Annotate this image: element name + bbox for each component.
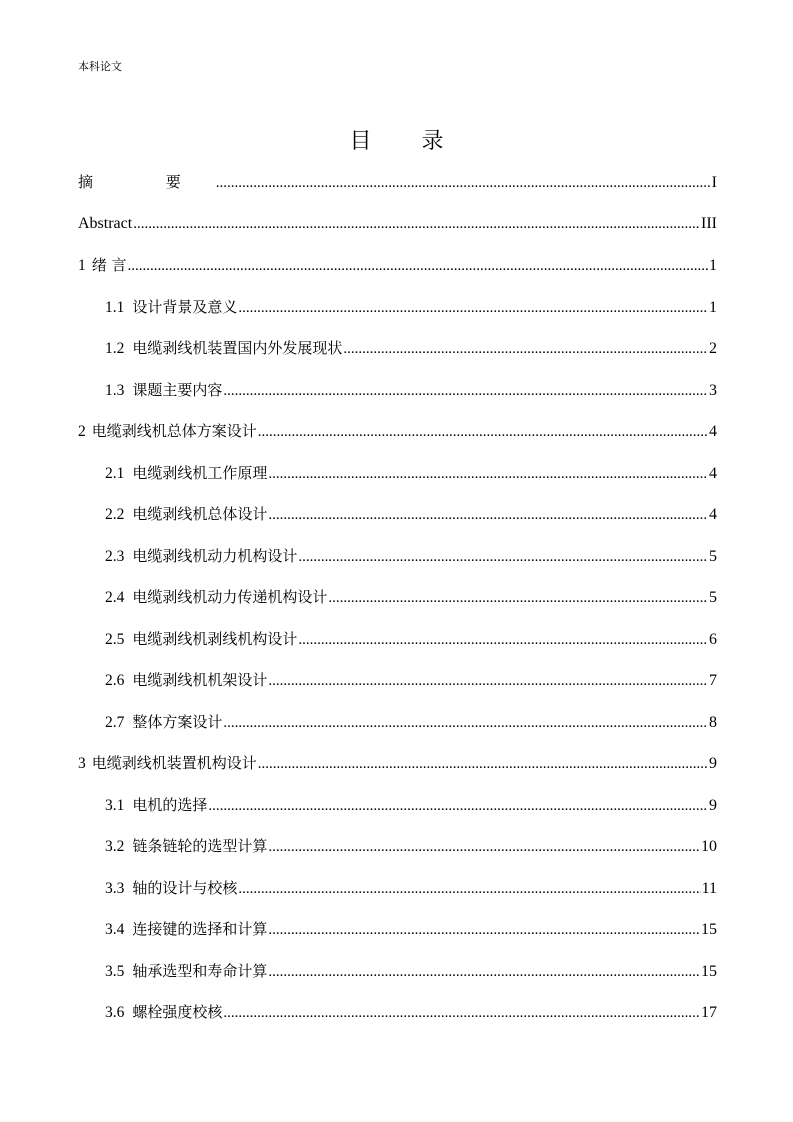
toc-entry[interactable] <box>105 919 717 939</box>
toc-entry-page-number: 2 <box>709 340 717 357</box>
toc-entry[interactable] <box>105 463 717 483</box>
toc-entry[interactable] <box>78 421 717 441</box>
toc-entry-number: 1.3 <box>105 381 125 399</box>
toc-entry-page-number: I <box>711 174 717 191</box>
toc-entry-number: 2.3 <box>105 547 125 565</box>
toc-entry-page-number: 17 <box>701 1004 717 1021</box>
toc-entry-number: 1 <box>78 257 86 274</box>
toc-entry[interactable] <box>105 961 717 981</box>
toc-entry-page-number: 9 <box>709 755 717 772</box>
toc-entry-page-number: 4 <box>709 423 717 440</box>
toc-entry-number: 3.1 <box>105 796 125 814</box>
toc-entry-number: 2.7 <box>105 713 125 731</box>
toc-entry-page-number: 10 <box>701 838 717 855</box>
toc-entry-number: 3.5 <box>105 962 125 980</box>
toc-entry-label: 电缆剥线机装置机构设计 <box>91 754 257 772</box>
toc-entry-number: 2.1 <box>105 464 125 482</box>
toc-entry-page-number: 1 <box>709 298 717 316</box>
toc-entry[interactable] <box>78 255 717 275</box>
toc-entry-label: 电缆剥线机动力传递机构设计 <box>132 588 328 606</box>
toc-entry[interactable] <box>105 1002 717 1022</box>
toc-dot-leader <box>268 837 700 857</box>
toc-entry-label: 电缆剥线机总体方案设计 <box>91 422 257 440</box>
toc-entry-label: Abstract <box>78 214 133 232</box>
toc-entry[interactable] <box>105 338 717 358</box>
toc-entry-page-number: 5 <box>709 589 717 606</box>
toc-dot-leader <box>268 464 708 484</box>
toc-entry-label: 课题主要内容 <box>132 380 223 399</box>
toc-dot-leader <box>268 920 700 940</box>
toc-entry-label: 电缆剥线机剥线机构设计 <box>132 629 298 648</box>
toc-entry-page-number: 4 <box>709 506 717 523</box>
toc-entry-number: 2.2 <box>105 506 125 523</box>
toc-dot-leader <box>238 298 708 318</box>
toc-entry[interactable] <box>105 670 717 690</box>
toc-entry-label: 电缆剥线机总体设计 <box>132 505 268 523</box>
toc-entry[interactable] <box>105 795 717 815</box>
toc-entry-page-number: 1 <box>709 257 717 274</box>
toc-entry-label: 连接键的选择和计算 <box>132 920 268 938</box>
toc-dot-leader <box>208 796 708 816</box>
toc-entry-label: 电缆剥线机装置国内外发展现状 <box>132 339 343 357</box>
toc-dot-leader <box>328 588 708 608</box>
toc-entry-label: 设计背景及意义 <box>132 297 238 316</box>
toc-entry-number: 3.6 <box>105 1004 125 1021</box>
toc-entry-page-number: III <box>701 214 717 232</box>
title-char-right: 录 <box>421 129 444 154</box>
toc-entry-label: 轴的设计与校核 <box>132 878 238 897</box>
toc-entry-number: 3 <box>78 755 86 772</box>
toc-entry[interactable] <box>105 297 717 317</box>
toc-entry-page-number: 15 <box>701 962 717 980</box>
toc-entry-label: 轴承选型和寿命计算 <box>132 961 268 980</box>
toc-entry[interactable] <box>78 172 717 192</box>
toc-entry[interactable] <box>105 878 717 898</box>
toc-entry-page-number: 15 <box>701 921 717 938</box>
toc-entry-number: 3.3 <box>105 879 125 897</box>
toc-dot-leader <box>343 339 708 359</box>
toc-entry-label: 电缆剥线机机架设计 <box>132 671 268 689</box>
toc-entry-page-number: 6 <box>709 630 717 648</box>
toc-dot-leader <box>128 256 708 276</box>
toc-entry-number: 3.4 <box>105 921 125 938</box>
toc-dot-leader <box>238 879 700 899</box>
toc-dot-leader <box>268 962 700 982</box>
toc-entry[interactable] <box>105 629 717 649</box>
toc-entry[interactable] <box>105 836 717 856</box>
toc-entry-label: 电机的选择 <box>132 795 208 814</box>
toc-dot-leader <box>298 547 708 567</box>
toc-entry-label: 整体方案设计 <box>132 712 223 731</box>
toc-entry[interactable] <box>105 546 717 566</box>
toc-entry-number: 2.5 <box>105 630 125 648</box>
toc-entry-page-number: 7 <box>709 672 717 689</box>
toc-entry-page-number: 8 <box>709 713 717 731</box>
toc-entry-label: 链条链轮的选型计算 <box>132 837 268 855</box>
toc-dot-leader <box>216 173 711 193</box>
toc-entry-page-number: 9 <box>709 796 717 814</box>
toc-dot-leader <box>298 630 708 650</box>
toc-dot-leader <box>258 422 708 442</box>
title-char-left: 目 <box>349 129 372 154</box>
toc-dot-leader <box>258 754 708 774</box>
toc-entry[interactable] <box>78 753 717 773</box>
toc-entry-label: 绪 言 <box>91 256 127 274</box>
toc-entry[interactable] <box>105 380 717 400</box>
toc-entry-number: 3.2 <box>105 838 125 855</box>
toc-dot-leader <box>268 505 708 525</box>
toc-dot-leader <box>268 671 708 691</box>
toc-dot-leader <box>223 1003 700 1023</box>
toc-entry-page-number: 4 <box>709 464 717 482</box>
toc-entry-number: 1.2 <box>105 340 125 357</box>
page-header: 本科论文 <box>78 60 122 73</box>
toc-entry[interactable] <box>78 214 717 234</box>
toc-dot-leader <box>223 713 708 733</box>
toc-entry-number: 2.4 <box>105 589 125 606</box>
toc-entry-number: 1.1 <box>105 298 125 316</box>
toc-entry-page-number: 5 <box>709 547 717 565</box>
toc-entry-number: 2 <box>78 423 86 440</box>
toc-dot-leader <box>223 381 708 401</box>
toc-entry[interactable] <box>105 587 717 607</box>
toc-entry[interactable] <box>105 504 717 524</box>
toc-entry[interactable] <box>105 712 717 732</box>
toc-dot-leader <box>133 214 700 234</box>
toc-entry-page-number: 3 <box>709 381 717 399</box>
toc-entry-page-number: 11 <box>701 879 717 897</box>
toc-entry-label: 螺栓强度校核 <box>132 1003 223 1021</box>
toc-entry-label: 摘 要 <box>78 173 215 191</box>
toc-entry-number: 2.6 <box>105 672 125 689</box>
toc-entry-label: 电缆剥线机工作原理 <box>132 463 268 482</box>
toc-entry-label: 电缆剥线机动力机构设计 <box>132 546 298 565</box>
